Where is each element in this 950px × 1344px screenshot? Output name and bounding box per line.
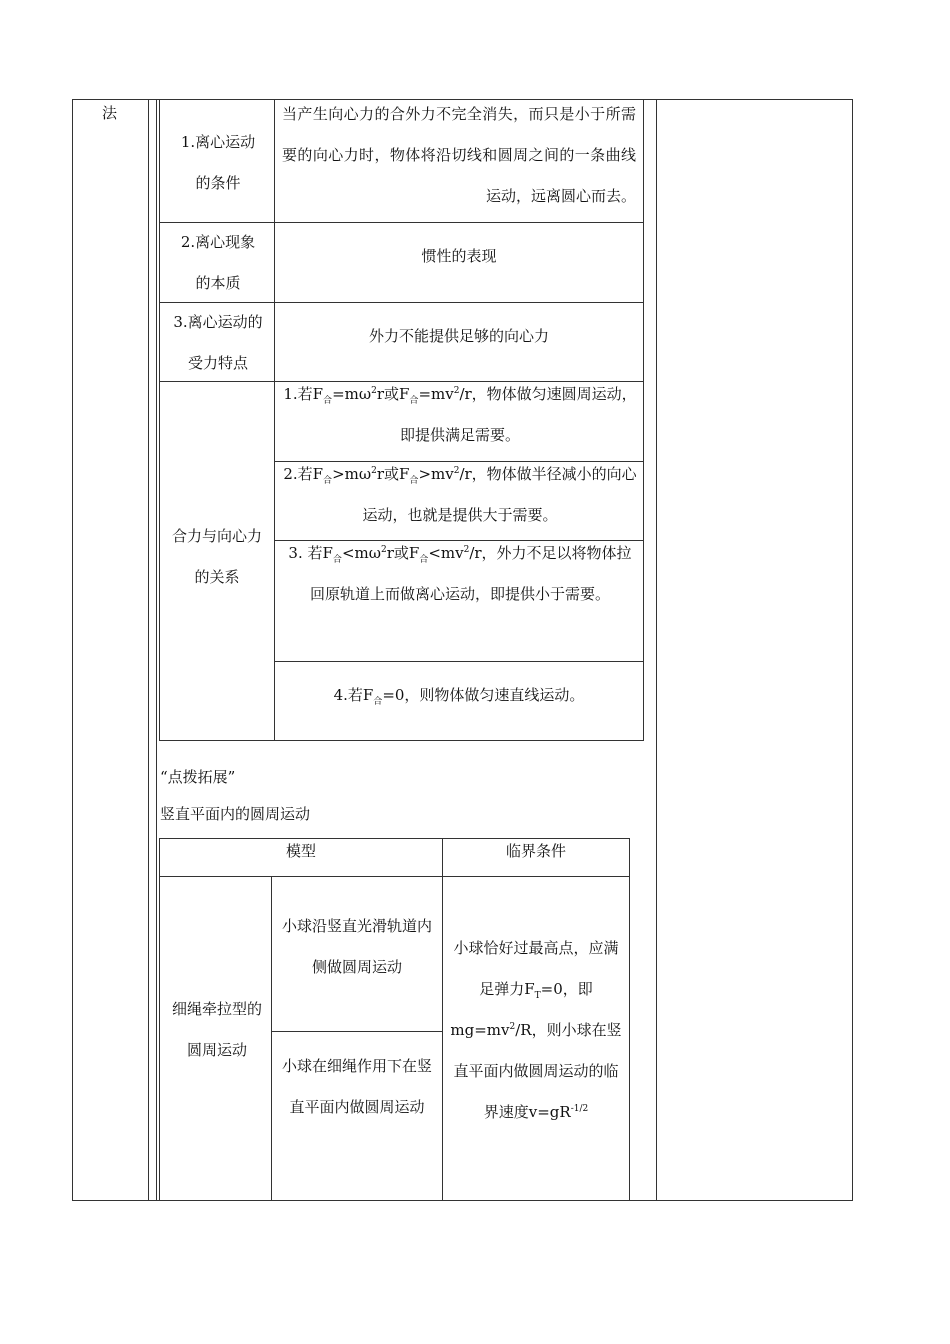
t1-r1-text: 当产生向心力的合外力不完全消失，而只是小于所需要的向心力时，物体将沿切线和圆周之间的一条曲线运动，远离圆心而去。 <box>282 105 636 205</box>
t2-type-label: 细绳牵拉型的圆周运动 <box>172 1000 263 1059</box>
t2-case-2: 小球在细绳作用下在竖直平面内做圆周运动 <box>281 1057 432 1116</box>
t2-case-1: 小球沿竖直光滑轨道内侧做圆周运动 <box>281 917 432 976</box>
t1-r4-label: 合力与向心力的关系 <box>172 527 263 586</box>
t1-r3-text: 外力不能提供足够的向心力 <box>368 326 549 345</box>
t1-r4-item-1: 1.若$F_合=m\omega^2r$或$F_合=mv^2/r$，物体做匀速圆周运动，即提供满足需要。 <box>283 385 637 444</box>
t1-r3-label: 3.离心运动的受力特点 <box>173 313 263 372</box>
section-subtitle: 竖直平面内的圆周运动 <box>160 805 311 823</box>
t2-header-condition: 临界条件 <box>505 841 566 860</box>
t1-r2-label: 2.离心现象的本质 <box>180 233 256 292</box>
t1-r2-text: 惯性的表现 <box>421 246 497 265</box>
t1-r4-item-3: 3. 若$F_合<m\omega^2r$或$F_合<mv^2/r$，外力不足以将物体拉回原轨道上而做离心运动，即提供小于需要。 <box>288 544 632 603</box>
section-title: “点拨拓展” <box>160 768 236 786</box>
t1-r4-item-2: 2.若$F_合>m\omega^2r$或$F_合>mv^2/r$，物体做半径减小的向心运动，也就是提供大于需要。 <box>283 465 637 524</box>
side-label: 法 <box>102 104 118 122</box>
t2-condition-text: 小球恰好过最高点，应满足弹力$F_T=0$，即$mg=mv^2/R$，则小球在竖直平面内做圆周运动的临界速度$v=gR^{-1/2}$ <box>450 939 622 1121</box>
t1-r4-item-4: 4.若$F_合=0$，则物体做匀速直线运动。 <box>333 685 585 707</box>
t1-r1-label: 1.离心运动的条件 <box>180 133 256 192</box>
t2-header-model: 模型 <box>285 841 316 860</box>
